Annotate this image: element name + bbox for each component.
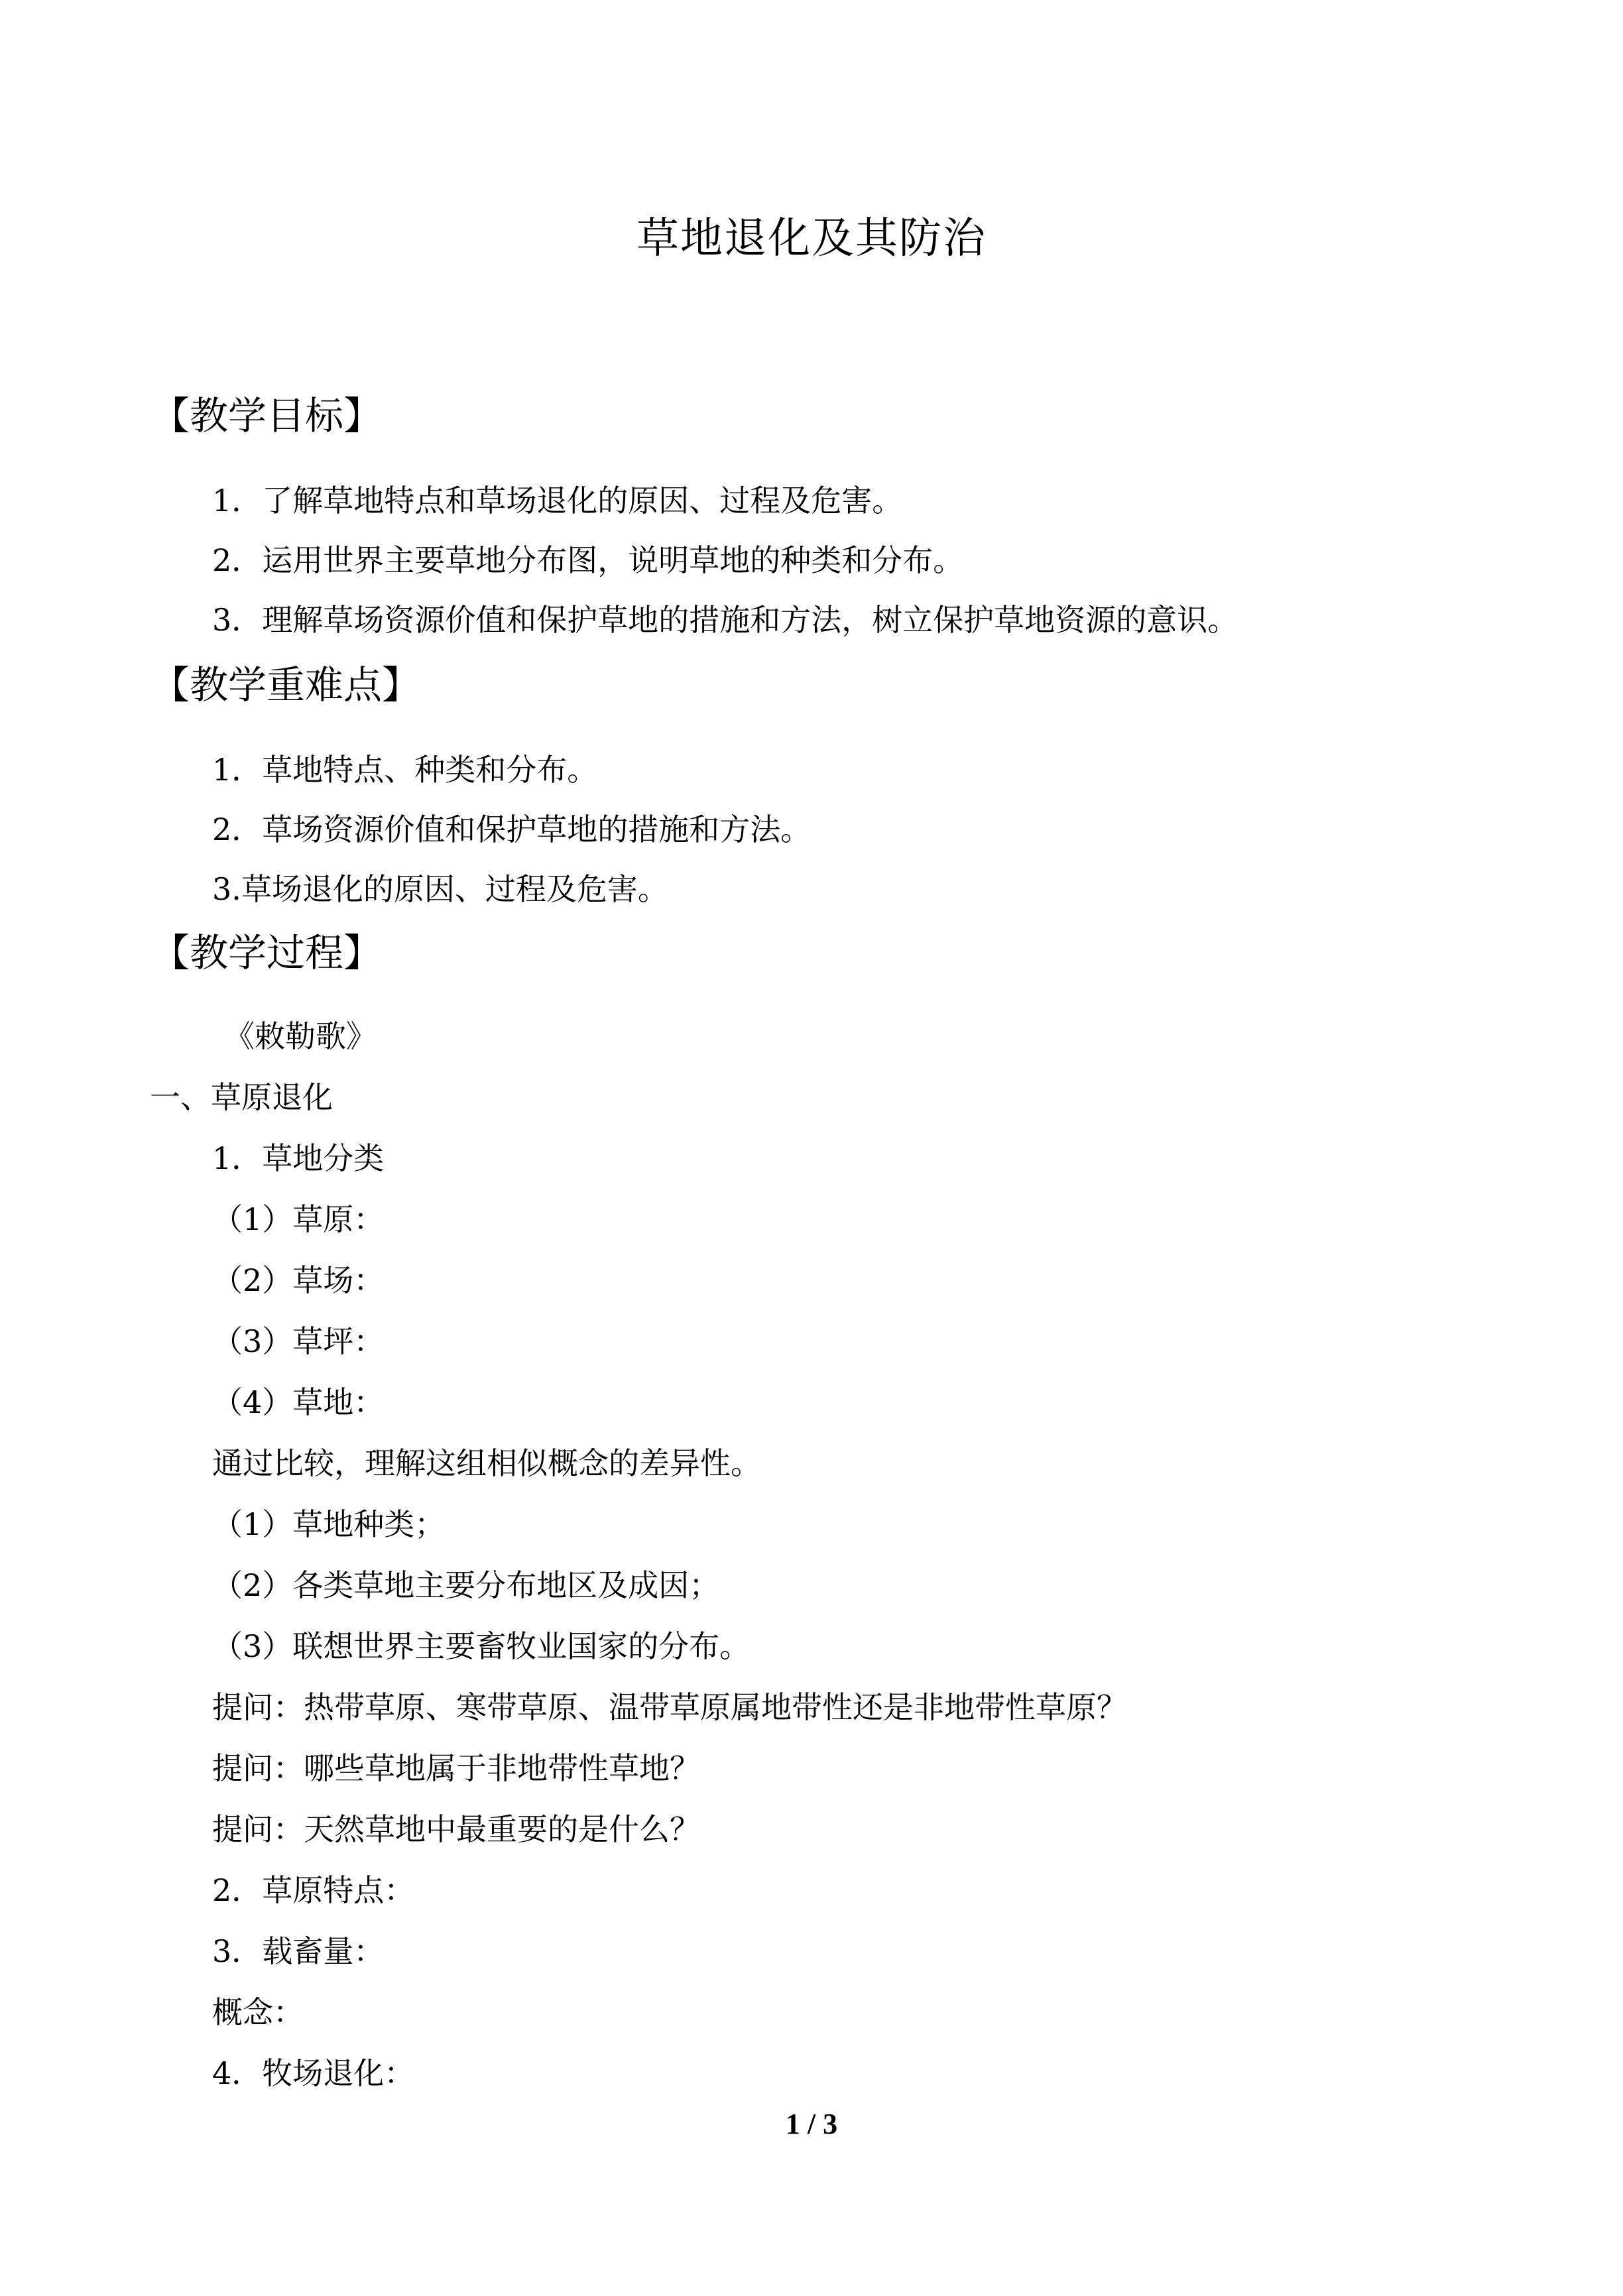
goal-item: 2．运用世界主要草地分布图，说明草地的种类和分布。 [212,542,964,578]
process-line: 提问：哪些草地属于非地带性草地？ [212,1750,700,1786]
process-line: （1）草原： [212,1201,385,1237]
process-line: 通过比较，理解这组相似概念的差异性。 [212,1445,761,1481]
page-number: 1 / 3 [785,2108,838,2140]
section-heading-process: 【教学过程】 [151,930,383,975]
process-line: （2）草场： [212,1262,385,1298]
process-line: 1．草地分类 [212,1140,385,1176]
document-title: 草地退化及其防治 [636,214,987,263]
process-line: 4．牧场退化： [212,2055,415,2091]
goal-item: 1．了解草地特点和草场退化的原因、过程及危害。 [212,483,903,518]
process-line: （3）草坪： [212,1323,385,1359]
key-point-item: 2．草场资源价值和保护草地的措施和方法。 [212,812,812,847]
key-point-item: 1．草地特点、种类和分布。 [212,752,598,788]
process-line: （2）各类草地主要分布地区及成因； [212,1567,720,1603]
poem-title: 《敕勒歌》 [224,1018,377,1054]
part-heading: 一、草原退化 [150,1079,333,1115]
process-line: 提问：热带草原、寒带草原、温带草原属地带性还是非地带性草原？ [212,1689,1127,1725]
process-line: 2．草原特点： [212,1872,415,1908]
process-line: （4）草地： [212,1384,385,1420]
process-line: （1）草地种类； [212,1506,446,1542]
process-line: 概念： [212,1994,304,2030]
key-point-item: 3.草场退化的原因、过程及危害。 [212,871,668,907]
section-heading-goals: 【教学目标】 [151,393,383,438]
goal-item: 3．理解草场资源价值和保护草地的措施和方法，树立保护草地资源的意识。 [212,602,1238,638]
process-line: 提问：天然草地中最重要的是什么？ [212,1811,700,1847]
process-line: （3）联想世界主要畜牧业国家的分布。 [212,1628,751,1664]
process-line: 3．载畜量： [212,1933,385,1969]
section-heading-key-points: 【教学重难点】 [151,662,421,707]
